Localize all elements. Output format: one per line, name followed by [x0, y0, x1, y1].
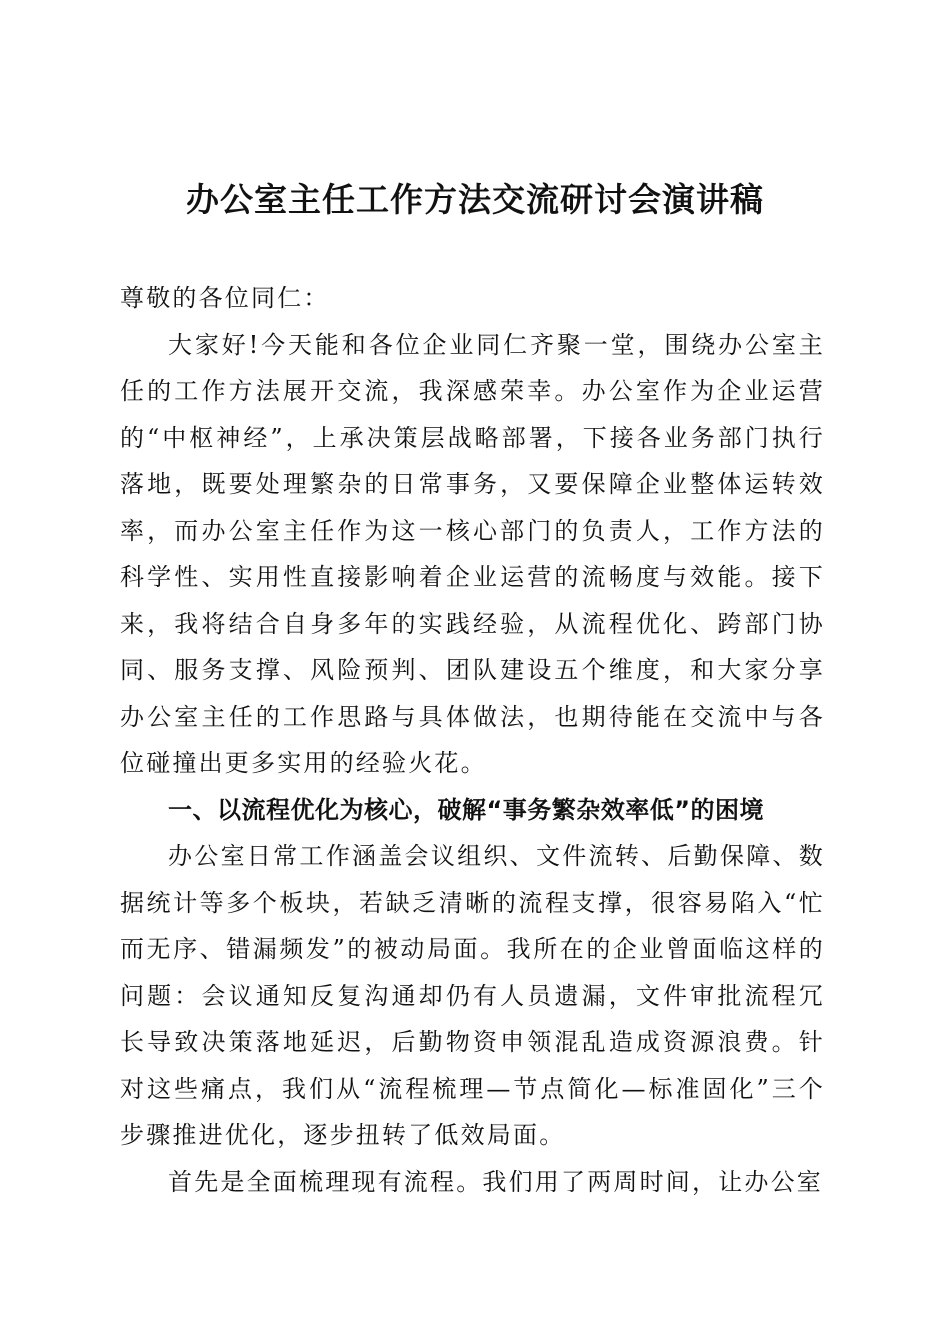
section-paragraph: 首先是全面梳理现有流程。我们用了两周时间，让办公室	[168, 1167, 823, 1196]
document-body	[120, 275, 825, 1205]
document-title: 办公室主任工作方法交流研讨会演讲稿	[186, 180, 764, 219]
salutation: 尊敬的各位同仁：	[120, 284, 330, 312]
intro-paragraph: 大家好!今天能和各位企业同仁齐聚一堂，围绕办公室主任的工作方法展开交流，我深感荣幸。办公室作为企业运营的“中枢神经”，上承决策层战略部署，下接各业务部门执行落地，既要处理繁杂的日常事务，又要保障企业整体运转效率，而办公室主任作为这一核心部门的负责人，工作方法的科学性、实用性直接影响着企业运营的流畅度与效能。接下来，我将结合自身多年的实践经验，从流程优化、跨部门协同、服务支撑、风险预判、团队建设五个维度，和大家分享办公室主任的工作思路与具体做法，也期待能在交流中与各位碰撞出更多实用的经验火花。	[120, 330, 825, 777]
section-heading: 一、以流程优化为核心，破解“事务繁杂效率低”的困境	[168, 795, 765, 824]
section-paragraph: 办公室日常工作涵盖会议组织、文件流转、后勤保障、数据统计等多个板块，若缺乏清晰的流程支撑，很容易陷入“忙而无序、错漏频发”的被动局面。我所在的企业曾面临这样的问题：会议通知反复沟通却仍有人员遗漏，文件审批流程冗长导致决策落地延迟，后勤物资申领混乱造成资源浪费。针对这些痛点，我们从“流程梳理—节点简化—标准固化”三个步骤推进优化，逐步扭转了低效局面。	[120, 842, 825, 1149]
